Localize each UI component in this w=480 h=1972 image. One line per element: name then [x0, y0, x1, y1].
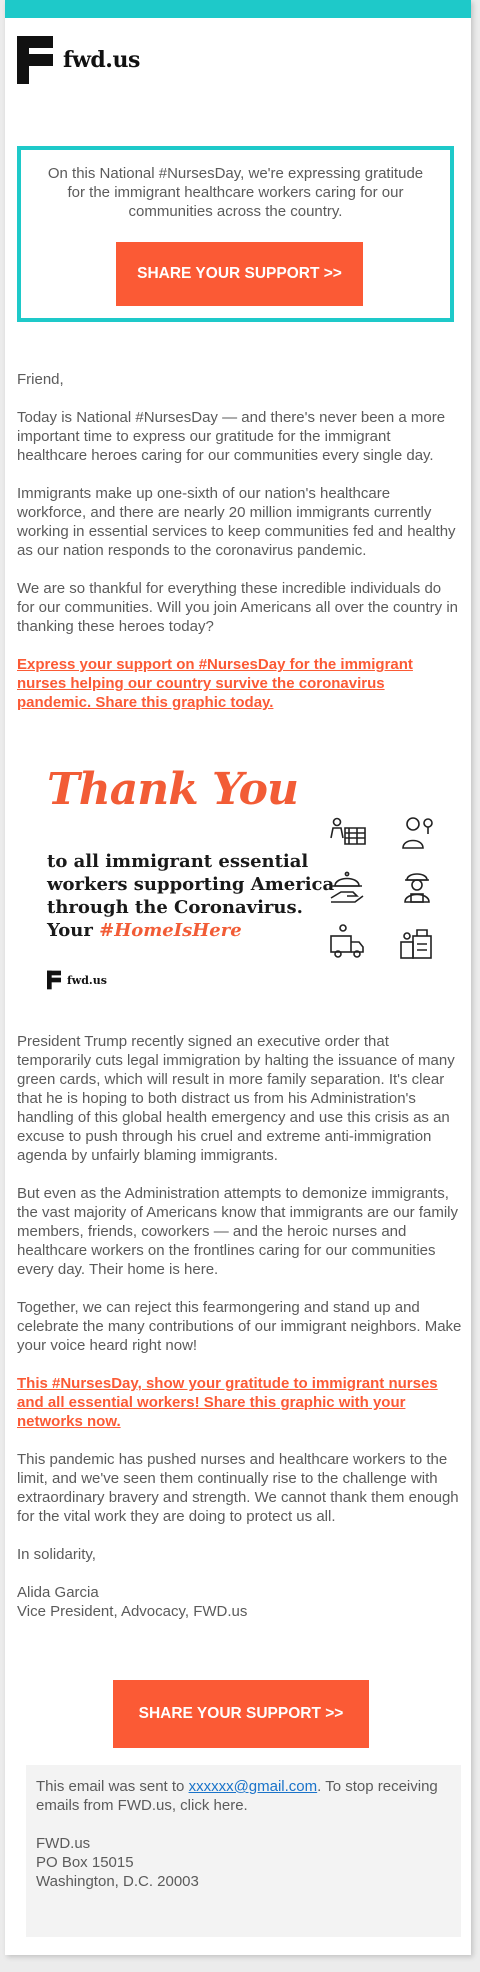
intro-callout-box	[17, 146, 454, 322]
paragraph-2: Immigrants make up one-sixth of our nation's healthcare workforce, and there are nearly 20 million immigrants currently working in essential services to keep communities fed and healthy as our nation responds to the coronavirus pandemic.	[17, 485, 456, 559]
signoff: In solidarity,	[17, 1546, 96, 1563]
unsubscribe-link[interactable]: . To stop receiving emails from FWD.us, click here.	[36, 1778, 438, 1814]
paragraph-6: Together, we can reject this fearmongering and stand up and celebrate the many contributions of our immigrant neighbors. Make your voice heard right now!	[17, 1299, 462, 1354]
paragraph-5: But even as the Administration attempts to demonize immigrants, the vast majority of Americans know that immigrants are our family members, friends, coworkers — and the heroic nurses and healthcare workers on the frontlines caring for our communities every day. Their home is here.	[17, 1185, 458, 1278]
construction-worker-icon	[397, 868, 437, 908]
unsubscribe-text: This email was sent to xxxxxx@gmail.com. To stop receiving emails from FWD.us, click here.	[36, 1778, 438, 1814]
message-line-2: workers supporting America	[47, 874, 335, 895]
thank-you-graphic[interactable]	[25, 762, 449, 1004]
banner-logo-text: fwd.us	[67, 973, 107, 987]
paragraph-4: President Trump recently signed an executive order that temporarily cuts legal immigration by halting the issuance of many green cards, which will result in more family separation. It's clear that he is hoping to both distract us from his Administration's handling of this global health emergency and use this crisis as an excuse to push through his cruel and extreme anti-immigration agenda by unfairly blaming immigrants.	[17, 1033, 455, 1164]
signature-name: Alida Garcia	[17, 1584, 99, 1601]
recipient-email-link[interactable]: xxxxxx@gmail.com	[188, 1778, 318, 1795]
message-line-3: through the Coronavirus.	[47, 897, 303, 918]
footer-address-line-1: PO Box 15015	[36, 1854, 134, 1871]
paragraph-1: Today is National #NursesDay — and there's never been a more important time to express our gratitude for the immigrant healthcare heroes caring for our communities every single day.	[17, 409, 446, 464]
message-line-1: to all immigrant essential	[47, 851, 309, 872]
cta-link-express-support[interactable]: Express your support on #NursesDay for the immigrant nurses helping our country survive the coronavirus pandemic. Share this graphic today.	[17, 656, 413, 711]
fwd-logo-mark-icon	[17, 36, 53, 84]
footer-org: FWD.us	[36, 1835, 91, 1852]
cta-link-show-gratitude[interactable]: This #NursesDay, show your gratitude to immigrant nurses and all essential workers! Share this graphic with your networks now.	[17, 1375, 438, 1430]
email-body	[17, 370, 462, 712]
greeting: Friend,	[17, 371, 64, 388]
food-platter-icon	[327, 868, 367, 908]
callout-text: On this National #NursesDay, we're expressing gratitude for the immigrant healthcare workers caring for our communities across the country.	[47, 165, 424, 220]
paragraph-7: This pandemic has pushed nurses and healthcare workers to the limit, and we've seen them continually rise to the challenge with extraordinary bravery and strength. We cannot thank them enough for the vital work they are doing to protect us all.	[17, 1451, 459, 1525]
email-card	[5, 0, 471, 1955]
footer-address-line-2: Washington, D.C. 20003	[36, 1873, 199, 1890]
signature-title: Vice President, Advocacy, FWD.us	[17, 1603, 248, 1620]
home-is-here-hashtag: #HomeIsHere	[99, 920, 242, 941]
top-accent-bar	[5, 0, 471, 18]
fwd-logo[interactable]	[17, 36, 140, 84]
banner-fwd-logo	[47, 970, 107, 990]
thank-you-message	[47, 850, 337, 942]
farmer-field-icon	[327, 814, 367, 854]
fwd-logo-text: fwd.us	[63, 47, 140, 73]
fwd-logo-mark-icon	[47, 970, 61, 990]
delivery-truck-icon	[327, 922, 367, 962]
message-line-4: Your #HomeIsHere	[47, 920, 242, 941]
delivery-person-icon	[397, 814, 437, 854]
grocery-bag-icon	[397, 922, 437, 962]
share-support-button[interactable]: SHARE YOUR SUPPORT >>	[116, 242, 363, 306]
share-support-button-bottom[interactable]: SHARE YOUR SUPPORT >>	[113, 1680, 369, 1748]
email-body-continued	[17, 1032, 462, 1621]
email-footer	[26, 1765, 461, 1937]
thank-you-headline: Thank You	[47, 764, 298, 815]
paragraph-3: We are so thankful for everything these incredible individuals do for our communities. Will you join Americans all over the country in thanking these heroes today?	[17, 580, 459, 635]
